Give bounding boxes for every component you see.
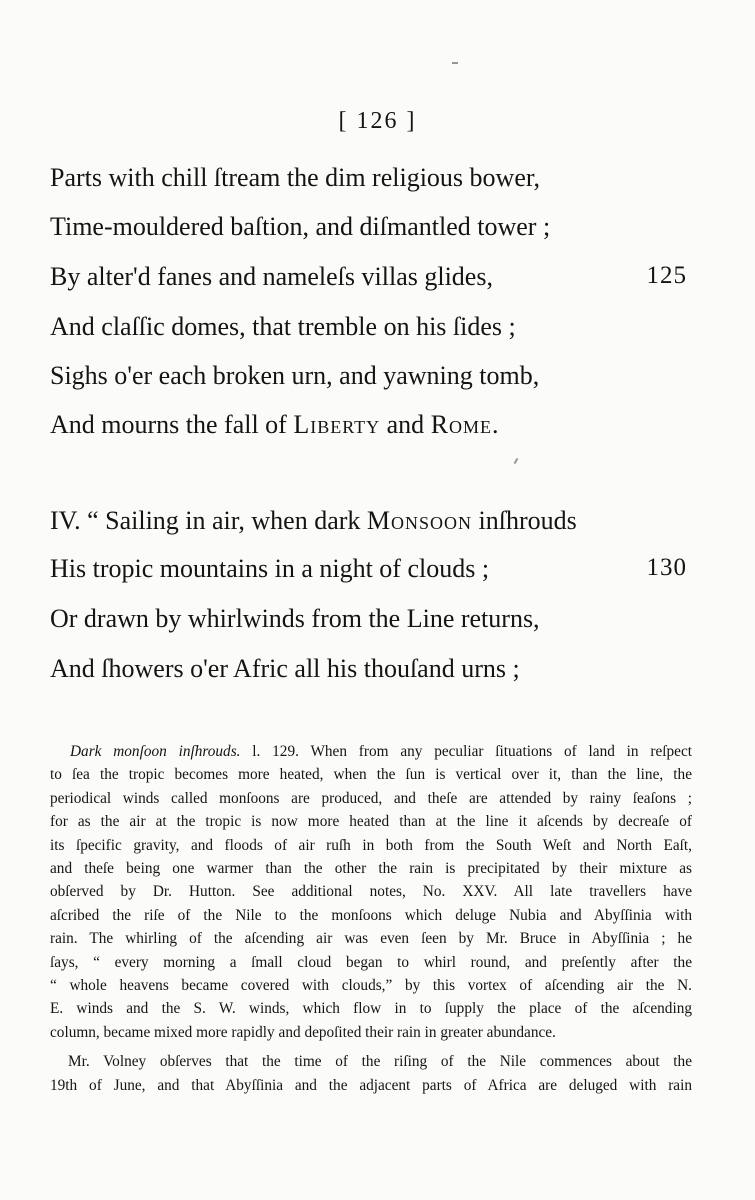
verse-text: inſhrouds <box>472 506 577 535</box>
footnote-line: to ſea the tropic becomes more heated, when the ſun is vertical over it, than the line, the <box>50 766 692 784</box>
footnote-line-ref: l. 129. <box>240 743 299 760</box>
small-caps-monsoon: Monsoon <box>366 506 473 535</box>
footnote-block <box>50 740 692 1097</box>
footnote-line: E. winds and the S. W. winds, which flow in to ſupply the place of the aſcending <box>50 1000 692 1018</box>
footnote-paragraph <box>50 740 692 1044</box>
verse-line <box>50 361 690 391</box>
verse-text: Parts with chill ſtream the dim religious bower, <box>50 163 540 192</box>
verse-text: And claſſic domes, that tremble on his ſides ; <box>50 312 516 341</box>
verse-text: IV. “ Sailing in air, when dark <box>50 506 367 535</box>
footnote-line: “ whole heavens became covered with clouds,” by this vortex of aſcending air the N. <box>50 977 692 995</box>
small-caps-liberty: Liberty <box>293 410 381 439</box>
footnote-line <box>50 740 692 763</box>
footnote-text: When from any peculiar ſituations of land in reſpect <box>298 743 692 760</box>
verse-text: Sighs o'er each broken urn, and yawning tomb, <box>50 361 540 390</box>
line-number: 130 <box>646 554 687 581</box>
footnote-line: periodical winds called monſoons are produced, and theſe are attended by rainy ſeaſons ; <box>50 789 692 807</box>
footnote-paragraph <box>50 1050 692 1097</box>
footnote-line: column, became mixed more rapidly and depoſited their rain in greater abundance. <box>50 1023 556 1041</box>
verse-line <box>50 262 690 292</box>
verse-line <box>50 163 690 193</box>
verse-line <box>50 312 690 342</box>
verse-line <box>50 212 690 242</box>
verse-text: His tropic mountains in a night of clouds ; <box>50 554 490 583</box>
verse-text: And ſhowers o'er Afric all his thouſand urns ; <box>50 654 520 683</box>
verse-text: By alter'd fanes and nameleſs villas glides, <box>50 262 493 291</box>
verse-line <box>50 604 690 634</box>
verse-line <box>50 506 690 536</box>
page-number: [ 126 ] <box>338 108 417 134</box>
verse-text: and <box>380 410 431 439</box>
footnote-line: and theſe being one warmer than the other the rain is precipitated by their mixture as <box>50 860 692 878</box>
footnote-line: obſerved by Dr. Hutton. See additional notes, No. XXV. All late travellers have <box>50 883 692 901</box>
ink-speck <box>452 62 458 64</box>
footnote-line: Mr. Volney obſerves that the time of the riſing of the Nile commences about the <box>68 1053 692 1071</box>
verse-text: And mourns the fall of <box>50 410 294 439</box>
verse-text: Time-mouldered baſtion, and diſmantled tower ; <box>50 212 551 241</box>
footnote-line: its ſpecific gravity, and floods of air ruſh in both from the South Weſt and North Eaſt, <box>50 836 692 854</box>
verse-line <box>50 554 690 584</box>
verse-text: . <box>492 410 499 439</box>
line-number: 125 <box>646 262 687 289</box>
footnote-line: 19th of June, and that Abyſſinia and the adjacent parts of Africa are deluged with rain <box>50 1076 692 1094</box>
footnote-line: rain. The whirling of the aſcending air was even ſeen by Mr. Bruce in Abyſſinia ; he <box>50 930 692 948</box>
verse-text: Or drawn by whirlwinds from the Line returns, <box>50 604 540 633</box>
small-caps-rome: Rome <box>430 410 493 439</box>
footnote-reference: Dark monſoon inſhrouds. <box>70 743 241 760</box>
footnote-line: aſcribed the riſe of the Nile to the monſoons which deluge Nubia and Abyſſinia with <box>50 906 692 924</box>
verse-line <box>50 654 690 684</box>
footnote-line: ſays, “ every morning a ſmall cloud began to whirl round, and preſently after the <box>50 953 692 971</box>
ink-speck <box>514 458 519 464</box>
verse-line <box>50 410 690 440</box>
footnote-line: for as the air at the tropic is now more heated than at the line it aſcends by decreaſe of <box>50 813 692 831</box>
